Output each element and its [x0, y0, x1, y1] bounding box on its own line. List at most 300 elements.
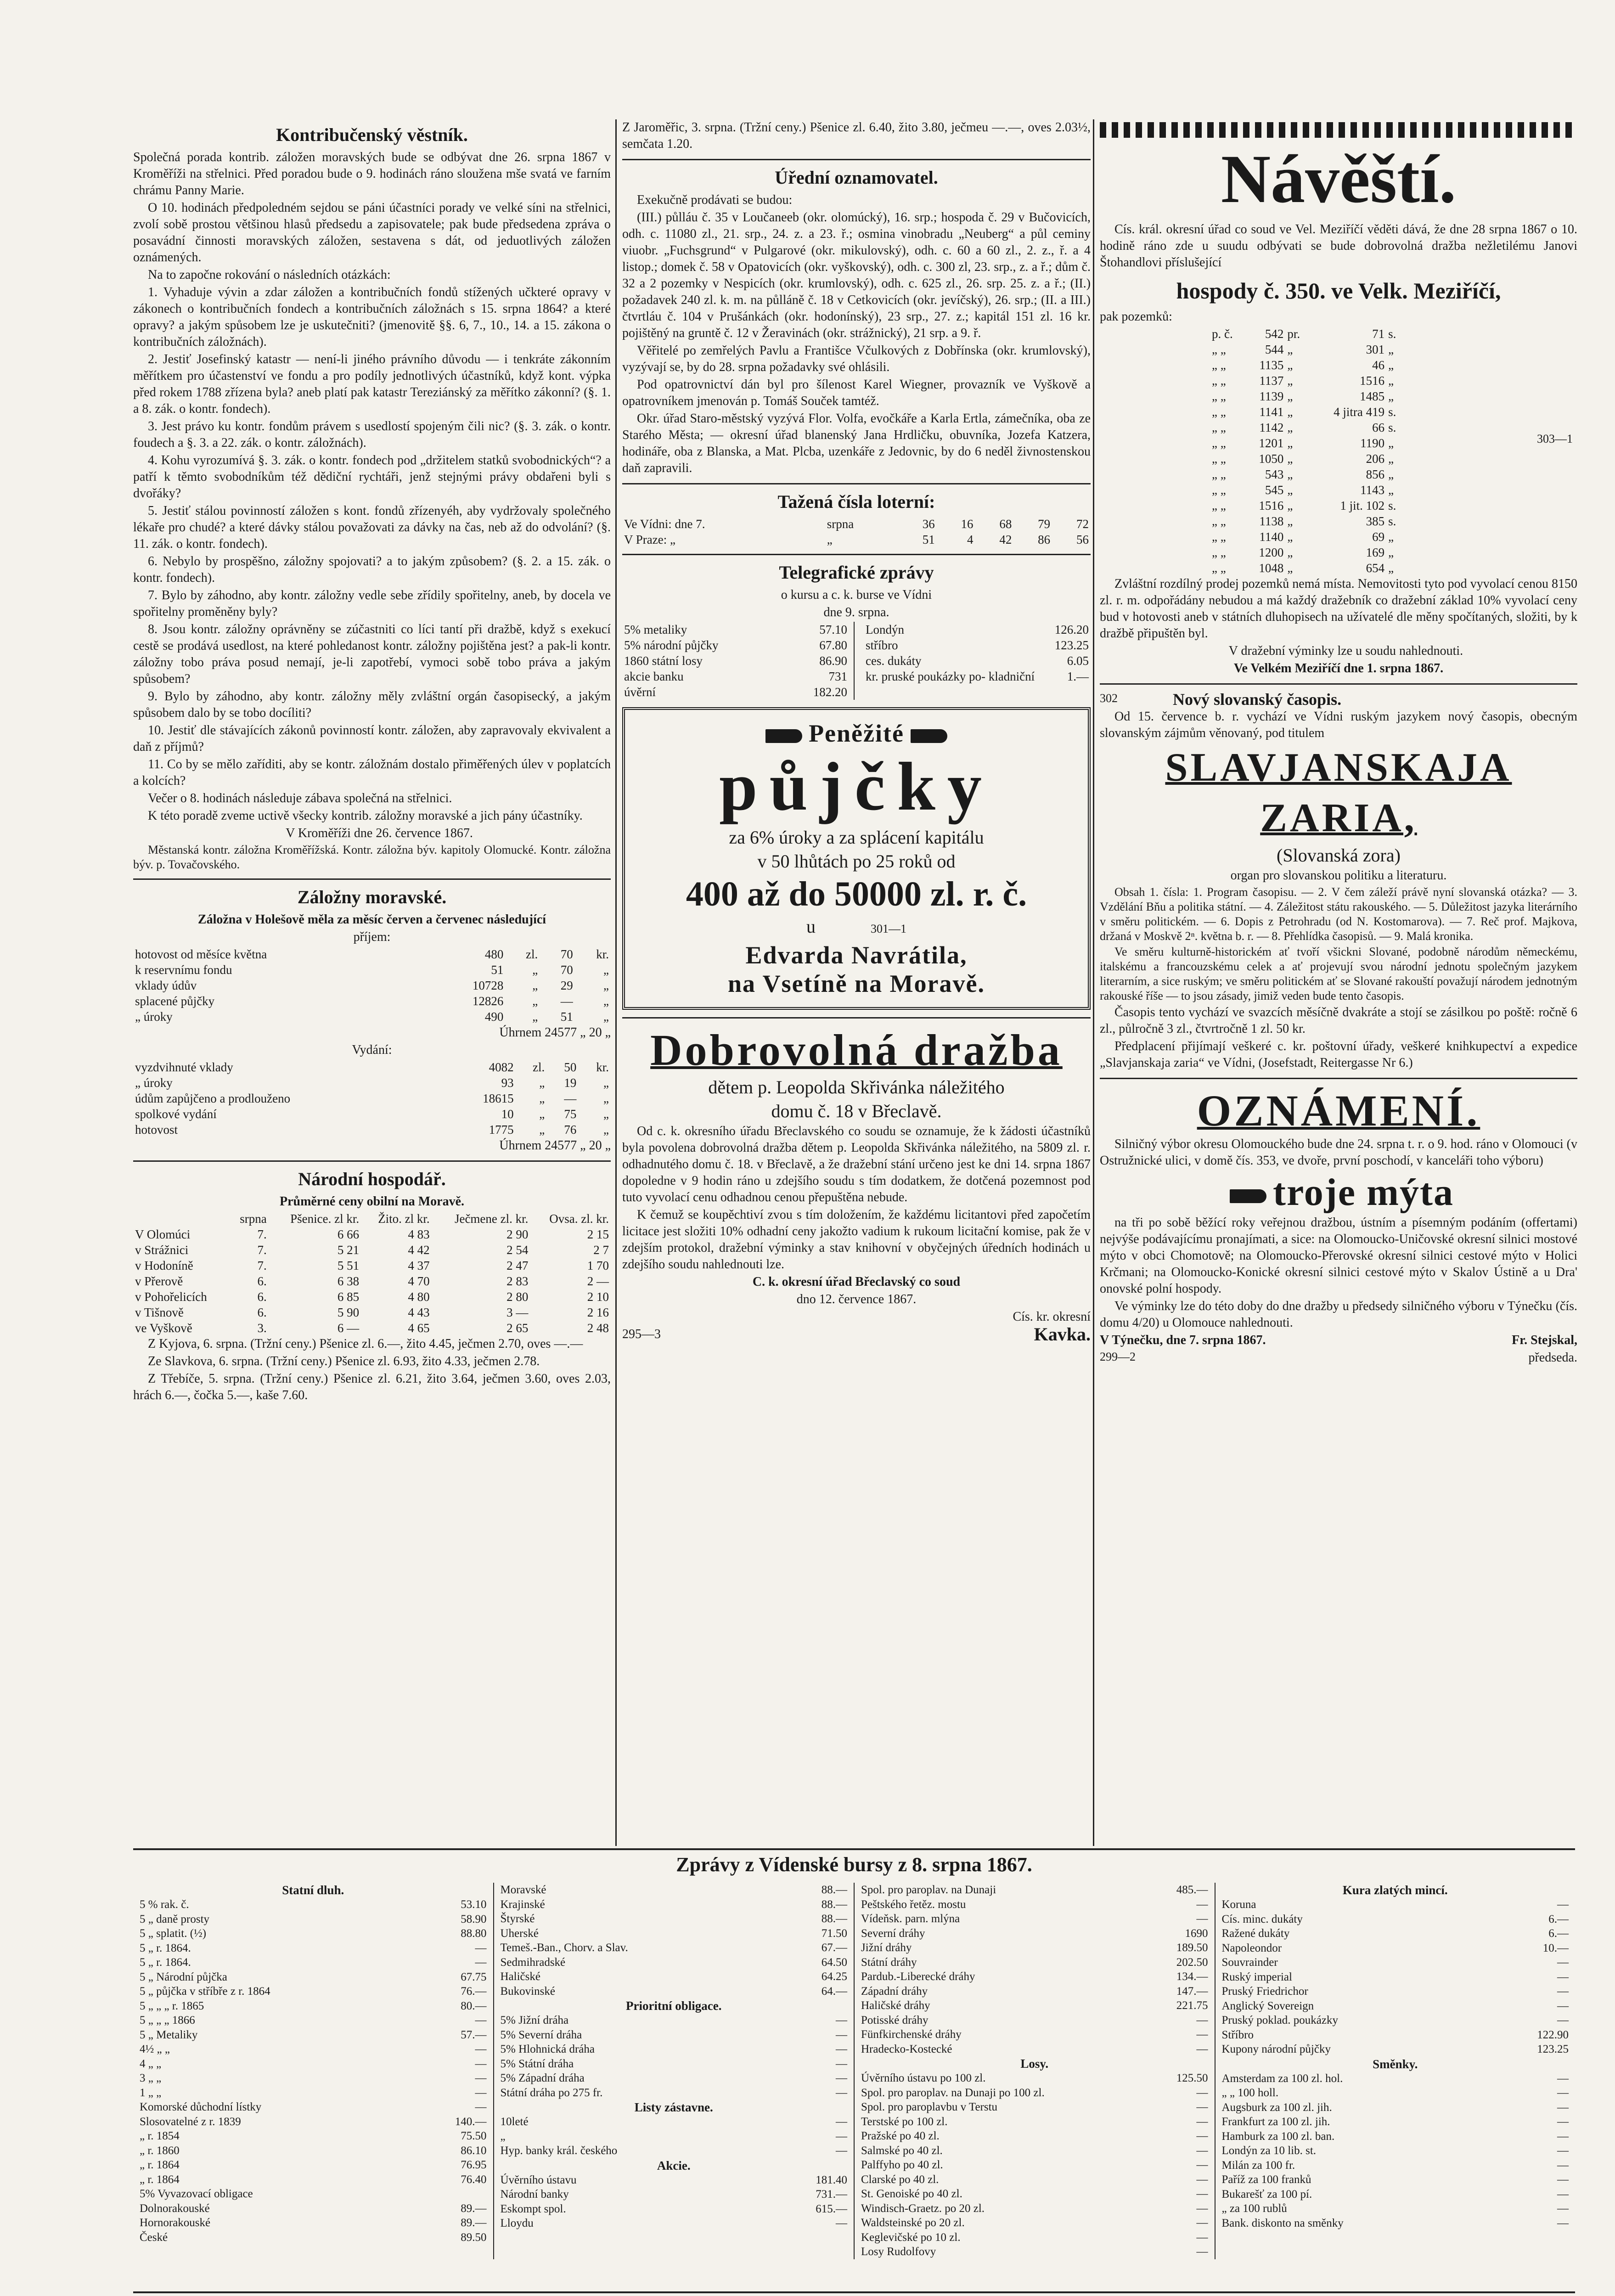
total: Úhrnem 24577 „ 20 „	[499, 1025, 611, 1040]
bourse-value: —	[1196, 2115, 1208, 2128]
bourse-row	[501, 2071, 848, 2086]
table-cell: kr.	[596, 1060, 609, 1074]
bourse-item: „ r. 1864	[140, 2159, 180, 2171]
income-table	[133, 946, 611, 1024]
bourse-item: Úvěrního ústavu po 100 zl.	[861, 2072, 986, 2084]
bourse-row	[861, 2144, 1208, 2158]
bourse-item: Severní dráhy	[861, 1927, 925, 1940]
bourse-item: 5 „ Národní půjčka	[140, 1970, 227, 1983]
bourse-value: —	[1557, 1970, 1569, 1983]
bourse-item: 5% Státní dráha	[500, 2057, 574, 2070]
bourse-value: —	[836, 2086, 847, 2099]
bourse-row	[1222, 2158, 1569, 2173]
bourse-row	[861, 2201, 1208, 2216]
table-cell: „ „	[1212, 374, 1226, 388]
table-cell: „	[1388, 546, 1394, 559]
bourse-item: „ r. 1860	[140, 2144, 180, 2157]
bourse-row	[501, 2057, 848, 2071]
bourse-item: Koruna	[1221, 1898, 1256, 1911]
table-cell: 36	[922, 517, 935, 531]
table-cell: „ „	[1212, 389, 1226, 403]
table-cell: 10728	[472, 979, 504, 992]
table-cell: 169	[1366, 546, 1385, 559]
bourse-item: „ r. 1864	[140, 2173, 180, 2186]
table-cell: 6.	[257, 1306, 267, 1319]
bourse-row	[140, 2057, 487, 2071]
table-cell: Ve Vídni: dne 7.	[624, 517, 705, 531]
bourse-value: 88.—	[821, 1898, 847, 1911]
table-cell: 1201	[1259, 436, 1284, 450]
bourse-item: 5% Jižní dráha	[500, 2014, 569, 2026]
table-row	[133, 1273, 611, 1289]
table-cell: 86.90	[819, 654, 847, 668]
bourse-value: —	[836, 2043, 847, 2055]
table-cell: 2 —	[587, 1274, 609, 1288]
bourse-item: 4½ „ „	[140, 2043, 170, 2055]
table-cell: 2 83	[506, 1274, 529, 1288]
table-cell: 18615	[483, 1092, 514, 1105]
table-cell: 1138	[1259, 514, 1284, 528]
bourse-value: —	[836, 2217, 847, 2229]
table-cell: 1516	[1259, 499, 1284, 512]
table-cell: V Olomúci	[135, 1227, 191, 1241]
table-cell: 731	[828, 670, 847, 683]
table-cell: „	[603, 1123, 609, 1137]
table-cell: spolkové vydání	[135, 1107, 217, 1121]
bourse-column	[494, 1883, 855, 2259]
bourse-item: Hradecko-Kostecké	[861, 2043, 952, 2055]
table-cell: 5 90	[337, 1306, 360, 1319]
bourse-row	[1222, 1912, 1569, 1927]
bourse-value: —	[1557, 2116, 1569, 2128]
loan-advertisement	[622, 707, 1091, 1010]
bourse-value: —	[1557, 2202, 1569, 2215]
table-cell: 856	[1366, 467, 1385, 481]
bourse-column	[133, 1883, 494, 2259]
bourse-item: Úvěrního ústavu	[500, 2173, 577, 2186]
bourse-row	[501, 1941, 848, 1955]
bourse-value: —	[1196, 2014, 1208, 2026]
table-cell: srpna	[827, 517, 854, 531]
table-header-cell	[133, 1211, 230, 1227]
paragraph: Ve výminky lze do této doby do dne dražby u předsedy silničného výboru v Týnečku (čís. domu 4/20) u Olomouce nahlednouti.	[1100, 1299, 1577, 1330]
table-cell: 1050	[1259, 452, 1284, 466]
bourse-item: Státní dráhy	[861, 1956, 917, 1969]
paragraph: Na to započne rokování o následních otázkách:	[148, 268, 391, 282]
table-cell: 7.	[257, 1227, 267, 1241]
footer-rule	[133, 2291, 1575, 2293]
bourse-heading: Kura zlatých mincí.	[1342, 1883, 1448, 1897]
bourse-value: —	[1196, 2028, 1208, 2041]
bourse-item: Sedmihradské	[500, 1956, 566, 1969]
table-cell: 68	[999, 517, 1012, 531]
notice-line: dětem p. Leopolda Skřivánka náležitého	[708, 1077, 1005, 1097]
table-row	[133, 993, 611, 1009]
bourse-value: —	[1557, 2217, 1569, 2229]
table-cell: 57.10	[819, 623, 847, 636]
subheading: Záložna v Holešově měla za měsíc červen a červenec následující	[197, 912, 546, 927]
subheading: o kursu a c. k. burse ve Vídni	[781, 588, 932, 602]
table-cell: 2 48	[587, 1321, 609, 1335]
table-cell: 3.	[257, 1321, 267, 1335]
table-cell: „	[1287, 374, 1293, 388]
bourse-value: —	[1557, 2087, 1569, 2099]
table-cell: „	[532, 1010, 538, 1024]
section-heading: Záložny moravské.	[297, 887, 447, 907]
table-cell: v Pohořelicích	[135, 1290, 207, 1304]
column-rule	[1093, 119, 1094, 1846]
table-row	[133, 978, 611, 993]
bourse-value: 76.—	[461, 1985, 487, 1998]
table-header-cell: srpna	[240, 1212, 267, 1226]
table-cell: 16	[961, 517, 974, 531]
bourse-item: Cís. minc. dukáty	[1221, 1913, 1303, 1925]
table-cell: 2 90	[506, 1227, 529, 1241]
bourse-item: Ražené dukáty	[1221, 1927, 1290, 1940]
table-row	[1210, 467, 1403, 482]
bourse-item: Pražské po 40 zl.	[861, 2130, 940, 2142]
total: Úhrnem 24577 „ 20 „	[499, 1138, 611, 1153]
bourse-value: —	[475, 2072, 487, 2084]
bourse-item: Haličské dráhy	[861, 1999, 930, 2012]
bourse-row	[861, 2071, 1208, 2086]
bourse-value: 123.25	[1537, 2043, 1569, 2055]
bourse-value: 122.90	[1537, 2028, 1569, 2041]
table-row	[133, 1009, 611, 1024]
bourse-row	[1222, 1941, 1569, 1956]
table-cell: „ úroky	[135, 1076, 173, 1090]
paragraph: Okr. úřad Staro-městský vyzývá Flor. Volfa, evočkáře a Karla Ertla, zámečníka, oba ze Starého Města; — okresní úřad blanenský Jana Hrdličku, obuvníka, Jozefa Katzera, hodináře, oba z Blanska, a Mat. Plcba, uzenkáře z Jedovnic, by do 6 neděl živnostenskou daň zapravili.	[622, 411, 1091, 475]
bourse-item: Milán za 100 fr.	[1221, 2159, 1295, 2172]
table-cell: s.	[1388, 327, 1396, 341]
bourse-item: 4 „ „	[140, 2057, 162, 2070]
bourse-row	[501, 1912, 848, 1926]
bourse-value: 134.—	[1176, 1970, 1208, 1983]
bourse-item: Augsburk za 100 zl. jih.	[1221, 2101, 1332, 2114]
table-cell: 5% národní půjčky	[624, 638, 719, 652]
table-row	[133, 1091, 611, 1106]
bourse-value: —	[836, 2014, 847, 2026]
table-row	[133, 1059, 611, 1075]
table-cell: 5 21	[337, 1243, 360, 1257]
table-cell: 543	[1265, 467, 1284, 481]
table-cell: 10	[501, 1107, 514, 1121]
table-cell: „ „	[1212, 514, 1226, 528]
bourse-item: 5 „ „ „ 1866	[140, 2014, 195, 2026]
bourse-value: 147.—	[1176, 1985, 1208, 1998]
bourse-value: 53.10	[461, 1898, 487, 1911]
signature-row	[622, 1326, 1091, 1343]
section-heading: Kontribučenský věstník.	[276, 124, 468, 145]
bourse-item: Stříbro	[1221, 2028, 1254, 2041]
table-cell: „	[1287, 358, 1293, 372]
bourse-row	[861, 1926, 1208, 1941]
table-cell: 7.	[257, 1259, 267, 1272]
paragraph: Časopis tento vychází ve svazcích měsíčně dvakráte a stojí se zásilkou po poště: ročně 6 zl., půlročně 3 zl., čtvrtročně 1 zl. 50 kr.	[1100, 1005, 1577, 1036]
bourse-row	[140, 2071, 487, 2086]
bourse-row	[1222, 2115, 1569, 2129]
paragraph: 3. Jest právo ku kontr. fondům právem s usedlostí spojeným čili nic? (§. 3. zák. o kontr. foudech a §. 3. a 22. zák. o kontr. záložnách).	[133, 419, 611, 450]
table-cell: 4 80	[408, 1290, 430, 1304]
table-cell: 123.25	[1054, 638, 1089, 652]
table-cell: „	[532, 963, 538, 977]
table-header-cell: Žito. zl kr.	[378, 1212, 430, 1226]
ad-title-text: Peněžité	[809, 720, 904, 747]
bourse-item: „	[500, 2130, 506, 2143]
bourse-row	[1222, 1999, 1569, 2014]
bourse-column	[855, 1883, 1215, 2259]
table-cell: 1140	[1259, 530, 1284, 544]
divider	[133, 1160, 611, 1162]
table-cell: 3 —	[506, 1306, 529, 1319]
paragraph: 8. Jsou kontr. záložny oprávněny se zúčastniti co líci tantí při dražbě, když s exekucí cestě se prodává usedlost, na které pohledanost kontr. záložny pojištěna jest? a pak-li kontr. záložny tobo práva posud nemají, je-li zapotřebí, vymoci sobě tobo práva a jakým spůsobem?	[133, 622, 611, 686]
table-cell: 4 42	[408, 1243, 430, 1257]
table-cell: v Přerově	[135, 1274, 183, 1288]
table-row	[133, 1258, 611, 1273]
table-cell: „ „	[1212, 561, 1226, 575]
bourse-item: Komorské důchodní lístky	[140, 2101, 262, 2113]
table-cell: —	[564, 1092, 577, 1105]
table-cell: „	[539, 1107, 545, 1121]
table-cell: 1775	[489, 1123, 514, 1137]
bourse-value: 88.80	[461, 1927, 487, 1940]
table-cell: 66	[1372, 421, 1385, 434]
bourse-row	[501, 2187, 848, 2202]
table-cell: 6.05	[1067, 654, 1089, 668]
table-row	[1210, 529, 1403, 545]
bourse-row	[501, 1883, 848, 1897]
bourse-item: Haličské	[500, 1970, 540, 1983]
bourse-value: —	[1196, 2231, 1208, 2244]
table-cell: „	[1388, 358, 1394, 372]
table-cell: „	[1287, 546, 1293, 559]
table-cell: splacené půjčky	[135, 994, 215, 1008]
table-row	[133, 1106, 611, 1122]
bourse-item: Jižní dráhy	[861, 1941, 912, 1954]
bourse-row	[140, 2158, 487, 2172]
bourse-row	[140, 2201, 487, 2216]
bourse-item: 5 „ „ „ r. 1865	[140, 1999, 204, 2012]
table-cell: s.	[1388, 405, 1396, 419]
pointing-hand-icon	[765, 729, 802, 743]
table-row	[1210, 357, 1403, 373]
bourse-value: 10.—	[1542, 1941, 1569, 1954]
table-row	[1210, 482, 1403, 498]
bourse-item: Lloydu	[500, 2217, 534, 2229]
table-cell: „	[603, 1107, 609, 1121]
table-cell: 1860 státní losy	[624, 654, 703, 668]
parcel-code: 303—1	[1537, 432, 1573, 445]
column-middle	[622, 119, 1091, 1344]
bourse-value: —	[1557, 2188, 1569, 2200]
table-cell: 4 43	[408, 1306, 430, 1319]
bourse-row	[140, 2230, 487, 2245]
bourse-value: 71.50	[821, 1927, 847, 1940]
table-cell: 42	[999, 533, 1012, 546]
notice-line: domu č. 18 v Břeclavě.	[771, 1101, 942, 1121]
bourse-value: —	[836, 2028, 847, 2041]
date: dne 9. srpna.	[823, 605, 889, 619]
bourse-value: 1690	[1185, 1927, 1208, 1940]
bourse-value: —	[1557, 1999, 1569, 2012]
bourse-item: „ „ 100 holl.	[1221, 2087, 1279, 2099]
table-cell: 6 —	[337, 1321, 360, 1335]
heading-row	[1100, 691, 1577, 708]
bourse-value: —	[1196, 1898, 1208, 1911]
ad-u: u	[806, 916, 816, 937]
table-cell: 2 7	[593, 1243, 609, 1257]
table-row	[133, 1122, 611, 1137]
pointing-hand-icon	[911, 729, 947, 743]
bourse-row	[861, 1984, 1208, 1999]
paragraph: Od 15. července b. r. vychází ve Vídni ruským jazykem nový časopis, obecným slovanským zájmům věnovaný, pod titulem	[1100, 709, 1577, 740]
bourse-item: Pruský Friedrichor	[1221, 1985, 1308, 1998]
table-cell: „	[1287, 530, 1293, 544]
table-cell: „	[1388, 483, 1394, 497]
bourse-heading: Akcie.	[657, 2158, 691, 2172]
bourse-row	[140, 2187, 487, 2201]
section-heading: OZNÁMENÍ.	[1197, 1086, 1480, 1135]
bourse-value: 75.50	[461, 2130, 487, 2142]
telegraph-right	[864, 622, 1091, 700]
bourse-value: —	[475, 1956, 487, 1969]
table-row	[1210, 545, 1403, 560]
table-cell: k reservnímu fondu	[135, 963, 232, 977]
paragraph: Z Třebíče, 5. srpna. (Tržní ceny.) Pšenice zl. 6.21, žito 3.64, ječmen 3.60, oves 2.03, hrách 6.—, čočka 5.—, kaše 7.60.	[133, 1372, 611, 1402]
bourse-item: Ruský imperial	[1221, 1970, 1292, 1983]
paragraph: 4. Kohu vyrozumívá §. 3. zák. o kontr. fondech pod „držitelem statků svobodnických“? a patří k těmto svobodníkům též dědiční rychtáři, jenž stejnými právy obdařeni byli s dvořáky?	[133, 453, 611, 501]
table-cell: 1135	[1259, 358, 1284, 372]
bourse-value: 615.—	[816, 2202, 847, 2215]
table-cell: 1 70	[587, 1259, 609, 1272]
bourse-item: Hamburk za 100 zl. ban.	[1221, 2130, 1335, 2143]
bourse-heading: Statní dluh.	[282, 1883, 344, 1897]
bourse-value: 76.95	[461, 2159, 487, 2171]
date-line: Ve Velkém Meziříčí dne 1. srpna 1867.	[1233, 661, 1444, 675]
table-cell: 51	[491, 963, 504, 977]
table-cell: 1048	[1259, 561, 1284, 575]
table-cell: úvěrní	[624, 685, 656, 699]
table-cell: 1485	[1360, 389, 1385, 403]
table-cell: s.	[1388, 514, 1396, 528]
table-row	[864, 653, 1091, 669]
bourse-row	[140, 2129, 487, 2144]
bourse-item: Národní banky	[500, 2188, 569, 2200]
bourse-value: 189.50	[1176, 1941, 1208, 1954]
divider	[1100, 1078, 1577, 1079]
bourse-row	[861, 2187, 1208, 2201]
paragraph: 5. Jestiť stálou povinností záložen s kont. fondů zřízenyéh, aby vydržovaly společného lékaře pro chudé? a které dávky stálou považovati za dávky na čas, neb až do odvolání? (§. 11. zák. o kontr. fondech).	[133, 504, 611, 551]
table-cell: „	[1287, 389, 1293, 403]
table-cell: „ „	[1212, 483, 1226, 497]
signature-name: Kavka.	[1034, 1324, 1091, 1345]
table-cell: „	[1287, 561, 1293, 575]
table-cell: „ „	[1212, 436, 1226, 450]
section-heading: Úřední oznamovatel.	[775, 167, 938, 188]
bourse-item: Potisské dráhy	[861, 2014, 928, 2026]
table-row	[622, 669, 849, 684]
table-cell: „	[539, 1123, 545, 1137]
paragraph: V Kroměříži dne 26. července 1867.	[286, 826, 473, 840]
bourse-value: 80.—	[461, 1999, 487, 2012]
bourse-item: Pruský poklad. poukázky	[1221, 2014, 1338, 2026]
bourse-value: 6.—	[1548, 1913, 1569, 1925]
table-row	[133, 1305, 611, 1320]
table-cell: 50	[564, 1060, 577, 1074]
bourse-value: —	[1196, 2159, 1208, 2171]
bourse-item: „ r. 1854	[140, 2130, 180, 2142]
paragraph: 6. Nebylo by prospěšno, záložny spojovati? a to jakým způsobem? (§. 2. a 15. zák. o kontr. fondech).	[133, 554, 611, 585]
table-row	[622, 516, 1091, 532]
table-row	[133, 1289, 611, 1305]
auction-notice	[622, 1017, 1091, 1343]
bourse-item: 5 „ daně prosty	[140, 1913, 210, 1925]
bourse-row	[861, 2230, 1208, 2245]
bourse-item: Slosovatelné z r. 1839	[140, 2115, 241, 2128]
table-cell: 1200	[1259, 546, 1284, 559]
bourse-row	[140, 1970, 487, 1985]
bourse-item: České	[140, 2231, 168, 2244]
bourse-value: 731.—	[816, 2188, 847, 2200]
bourse-item: Uherské	[500, 1927, 539, 1940]
bourse-row	[861, 2216, 1208, 2230]
bourse-value: 125.50	[1176, 2072, 1208, 2084]
table-cell: 6.	[257, 1274, 267, 1288]
table-cell: 6 85	[337, 1290, 360, 1304]
table-cell: 1190	[1360, 436, 1385, 450]
bourse-value: 64.50	[821, 1956, 847, 1969]
table-row	[622, 684, 849, 700]
bourse-row	[1222, 1984, 1569, 1999]
label: příjem:	[353, 930, 391, 944]
table-cell: vyzdvihnuté vklady	[135, 1060, 233, 1074]
paragraph: Ze Slavkova, 6. srpna. (Tržní ceny.) Pšenice zl. 6.93, žito 4.33, ječmen 2.78.	[148, 1354, 540, 1368]
bourse-item: Paříž za 100 franků	[1221, 2173, 1311, 2186]
bourse-value: 64.25	[821, 1970, 847, 1983]
table-row	[133, 1075, 611, 1091]
bourse-row	[501, 1970, 848, 1984]
paragraph: 7. Bylo by záhodno, aby kontr. záložny vedle sebe zřídily spořitelny, aneb, by docela ve spořitelny proměněny byly?	[133, 588, 611, 619]
table-cell: p. č.	[1212, 327, 1233, 341]
bourse-row	[861, 2100, 1208, 2115]
table-cell: 2 10	[587, 1290, 609, 1304]
ad-code: 301—1	[871, 922, 906, 935]
table-cell: 1143	[1360, 483, 1385, 497]
paragraph: 10. Jestiť dle stávajících zákonů povinností kontr. záložen, aby zapravovaly ekvivalent a daň z příjmů?	[133, 723, 611, 754]
journal-subtitle: organ pro slovanskou politiku a literaturu.	[1230, 868, 1447, 883]
paragraph: O 10. hodinách předpoledném sejdou se páni účastníci porady ve velké síni na střelnici, zvolí sobě prostou většinou hlasů předsedu a zapisovatele; pak bude předsedena zpráva o posavádní činnosti moravských záložen, sestavena s dát, od jeduotlivých záložen oznámených.	[133, 201, 611, 264]
bourse-value: —	[1196, 2188, 1208, 2200]
table-cell: „ „	[1212, 358, 1226, 372]
table-cell: 654	[1366, 561, 1385, 575]
bourse-item: Štyrské	[500, 1913, 535, 1925]
bourse-item: Souvrainder	[1221, 1956, 1278, 1969]
ad-amount: 400 až do 50000 zl. r. č.	[686, 875, 1027, 913]
bourse-value: —	[836, 2144, 847, 2157]
bourse-row	[1222, 2172, 1569, 2187]
signature-row	[1100, 1350, 1577, 1366]
bourse-row	[140, 2013, 487, 2028]
bourse-row	[1222, 2144, 1569, 2158]
paragraph: Večer o 8. hodinách následuje zábava společná na střelnici.	[148, 791, 452, 805]
bourse-row	[140, 2172, 487, 2187]
bourse-item: Fünfkirchenské dráhy	[861, 2028, 962, 2041]
table-cell: „	[1287, 421, 1293, 434]
bourse-heading: Listy zástavne.	[634, 2100, 713, 2114]
bourse-item: Londýn za 10 lib. st.	[1221, 2144, 1317, 2157]
bourse-row	[140, 1984, 487, 1999]
bourse-row	[140, 1926, 487, 1941]
